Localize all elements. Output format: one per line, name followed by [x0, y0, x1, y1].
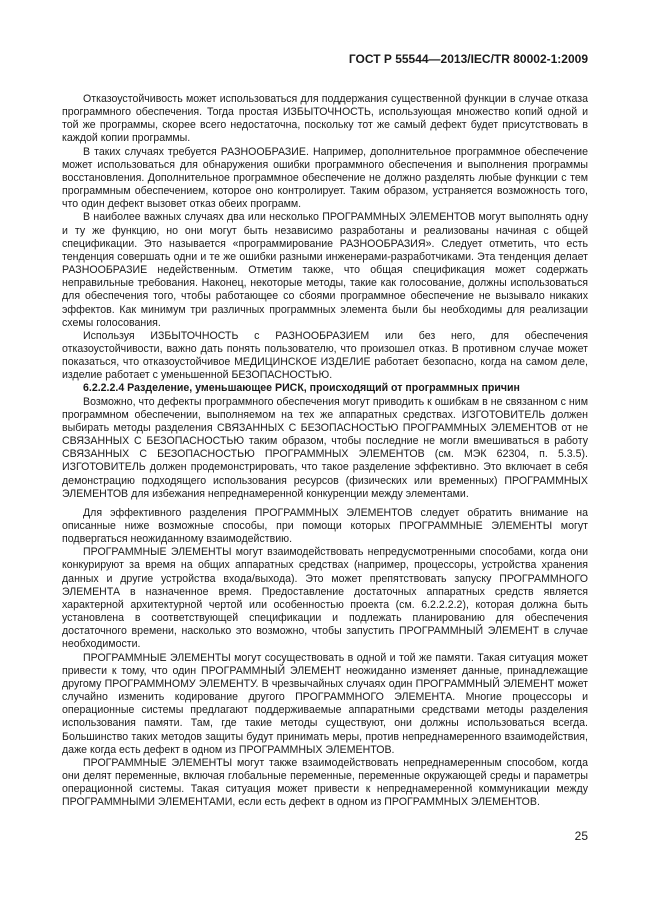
paragraph-diversity-programming: В наиболее важных случаях два или несколько ПРОГРАММНЫХ ЭЛЕМЕНТОВ могут выполнять одну и ту же функцию, но они могут быть независимо разработаны и реализованы начиная с общей спецификации. Это называется «программирование РАЗНООБРАЗИЯ». Следует отметить, что есть тенденция совершать одни и те же ошибки разными инженерами-разработчиками. Эта тенденция делает РАЗНООБРАЗИЕ недейственным. Отметим также, что общая спецификация может содержать неправильные требования. Наконец, некоторые методы, такие как голосование, должны использоваться для обеспечения того, чтобы работающее со сбоями программное обеспечение не вызывало никаких эффектов. Как минимум три различных программных элемента были бы необходимы для реализации схемы голосования.	[62, 211, 588, 329]
paragraph-diversity: В таких случаях требуется РАЗНООБРАЗИЕ. Например, дополнительное программное обеспечение может использоваться для обнаружения ошибки программного обеспечения и выполнения программы восстановления. Дополнительное программное обеспечение не должно разделять любые функции с тем программным обеспечением, которое оно контролирует. Таким образом, устраняется возможность того, что один дефект вызовет отказ обеих программ.	[62, 145, 588, 211]
paragraph-hardware-competition: ПРОГРАММНЫЕ ЭЛЕМЕНТЫ могут взаимодействовать непредусмотренными способами, когда они конкурируют за время на общих аппаратных средствах (например, процессоры, устройства хранения данных и другие устройства входа/выхода). Это может препятствовать запуску ПРОГРАММНОГО ЭЛЕМЕНТА в назначенное время. Предоставление достаточных аппаратных средств является характерной архитектурной чертой или особенностью проекта (см. 6.2.2.2.2), которая должна быть установлена в соответствующей спецификации и подлежать планированию для обеспечения достаточного времени, насколько это возможно, чтобы запустить ПРОГРАММНЫЙ ЭЛЕМЕНТ в случае необходимости.	[62, 546, 588, 651]
page-number: 25	[574, 829, 588, 843]
paragraph-separation-methods: Для эффективного разделения ПРОГРАММНЫХ ЭЛЕМЕНТОВ следует обратить внимание на описанные ниже возможные способы, при помощи которых ПРОГРАММНЫЕ ЭЛЕМЕНТЫ могут подвергаться неожиданному взаимодействию.	[62, 506, 588, 546]
section-heading: 6.2.2.2.4 Разделение, уменьшающее РИСК, происходящий от программных причин	[83, 382, 520, 395]
paragraph-user-notification: Используя ИЗБЫТОЧНОСТЬ с РАЗНООБРАЗИЕМ или без него, для обеспечения отказоустойчивости, важно дать понять пользователю, что произошел отказ. В противном случае может показаться, что отказоустойчивое МЕДИЦИНСКОЕ ИЗДЕЛИЕ работает безопасно, когда на самом деле, изделие работает с уменьшенной БЕЗОПАСНОСТЬЮ.	[62, 329, 588, 382]
standard-designation: ГОСТ Р 55544—2013/IEC/TR 80002-1:2009	[348, 52, 588, 66]
paragraph-shared-memory: ПРОГРАММНЫЕ ЭЛЕМЕНТЫ могут сосуществовать в одной и той же памяти. Такая ситуация может привести к тому, что один ПРОГРАММНЫЙ ЭЛЕМЕНТ неожиданно изменяет данные, принадлежащие другому ПРОГРАММНОМУ ЭЛЕМЕНТУ. В чрезвычайных случаях один ПРОГРАММНЫЙ ЭЛЕМЕНТ может случайно изменить кодирование другого ПРОГРАММНОГО ЭЛЕМЕНТА. Многие процессоры и операционные системы предлагают поддерживаемые аппаратными средствами методы разделения использования памяти. Там, где такие методы существуют, они должны использоваться всегда. Большинство таких методов защиты будут принимать меры, против непреднамеренного взаимодействия, даже когда есть дефект в одном из ПРОГРАММНЫХ ЭЛЕМЕНТОВ.	[62, 651, 588, 756]
paragraph-fault-tolerance: Отказоустойчивость может использоваться для поддержания существенной функции в случае отказа программного обеспечения. Тогда простая ИЗБЫТОЧНОСТЬ, использующая множество копий одной и той же программы, скорее всего недостаточна, поскольку тот же самый дефект будет присутствовать в каждой копии программы.	[62, 93, 588, 145]
paragraph-shared-variables: ПРОГРАММНЫЕ ЭЛЕМЕНТЫ могут также взаимодействовать непреднамеренным способом, когда они делят переменные, включая глобальные переменные, переменные окружающей среды и параметры операционной системы. Такая ситуация может привести к непреднамеренной коммуникации между ПРОГРАММНЫМИ ЭЛЕМЕНТАМИ, если есть дефект в одном из ПРОГРАММНЫХ ЭЛЕМЕНТОВ.	[62, 756, 588, 809]
document-body	[62, 93, 588, 809]
paragraph-separation: Возможно, что дефекты программного обеспечения могут приводить к ошибкам в не связанном с ним программном обеспечении, выполняемом на тех же аппаратных средствах. ИЗГОТОВИТЕЛЬ должен выбирать методы разделения СВЯЗАННЫХ С БЕЗОПАСНОСТЬЮ ПРОГРАММНЫХ ЭЛЕМЕНТОВ от не СВЯЗАННЫХ С БЕЗОПАСНОСТЬЮ таким образом, чтобы последние не могли вмешиваться в работу СВЯЗАННЫХ С БЕЗОПАСНОСТЬЮ ПРОГРАММНЫХ ЭЛЕМЕНТОВ (см. МЭК 62304, п. 5.3.5). ИЗГОТОВИТЕЛЬ должен продемонстрировать, что такое разделение эффективно. Это включает в себя демонстрацию подходящего использования ресурсов (физических или временных) ПРОГРАММНЫХ ЭЛЕМЕНТОВ для избежания непреднамеренной конкуренции между элементами.	[62, 395, 588, 500]
